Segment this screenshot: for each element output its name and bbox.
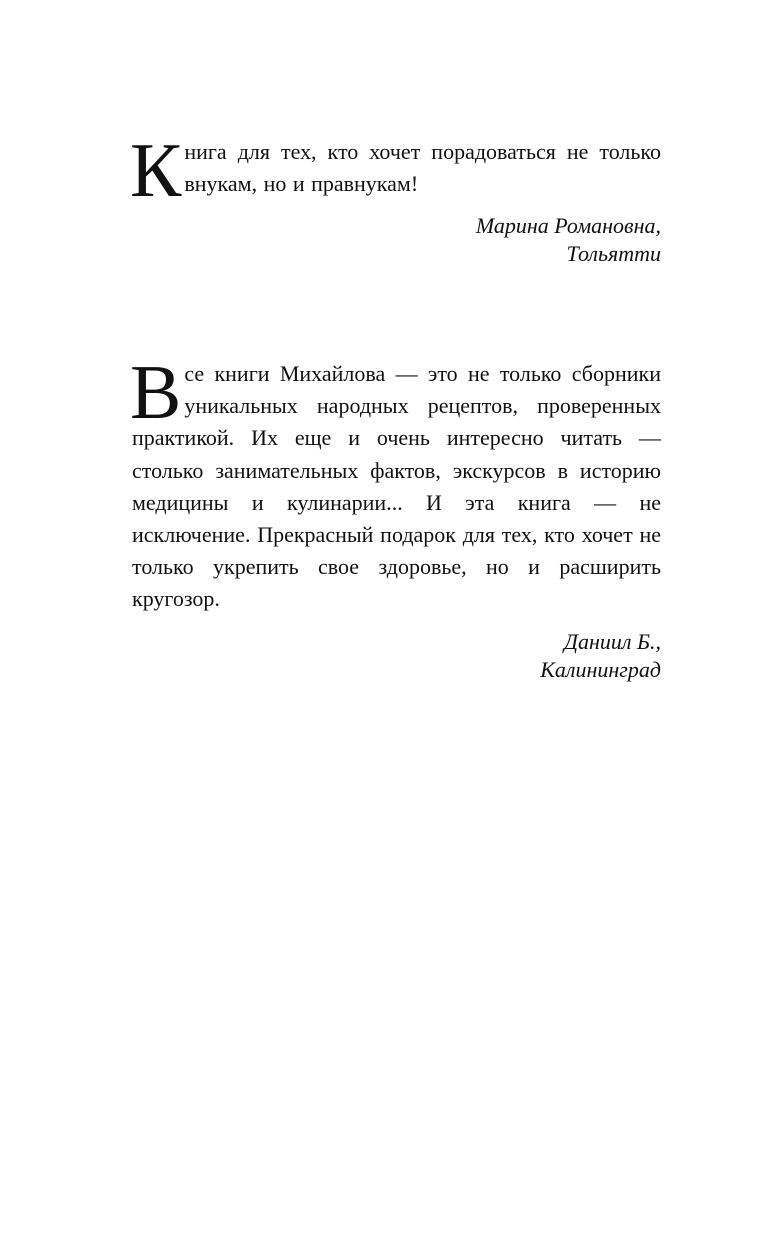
testimonial-1-body [130,127,661,213]
author-city: Калининград [540,656,661,682]
testimonial-2-signature [132,628,661,684]
testimonial-1 [130,127,661,268]
testimonial-2-text: се книги Михайлова — это не только сборники уникальных народных рецептов, проверенных практикой. Их еще и очень интересно читать — столько занимательных фактов, экскурсов в историю медицины и кулинарии... И эта книга — не исключение. Прекрасный подарок для тех, кто хочет не только укрепить свое здоровье, но и расширить кругозор. [132,361,661,612]
author-name: Даниил Б., [564,628,661,654]
testimonial-1-text: нига для тех, кто хочет порадоваться не только внукам, но и правнукам! [184,139,661,197]
drop-cap: К [130,127,182,213]
testimonial-1-signature [132,212,661,268]
author-name: Марина Романовна, [475,213,661,239]
testimonial-2-body [130,349,661,616]
drop-cap: В [130,349,182,435]
testimonial-2 [130,349,661,684]
author-city: Тольятти [566,241,661,267]
